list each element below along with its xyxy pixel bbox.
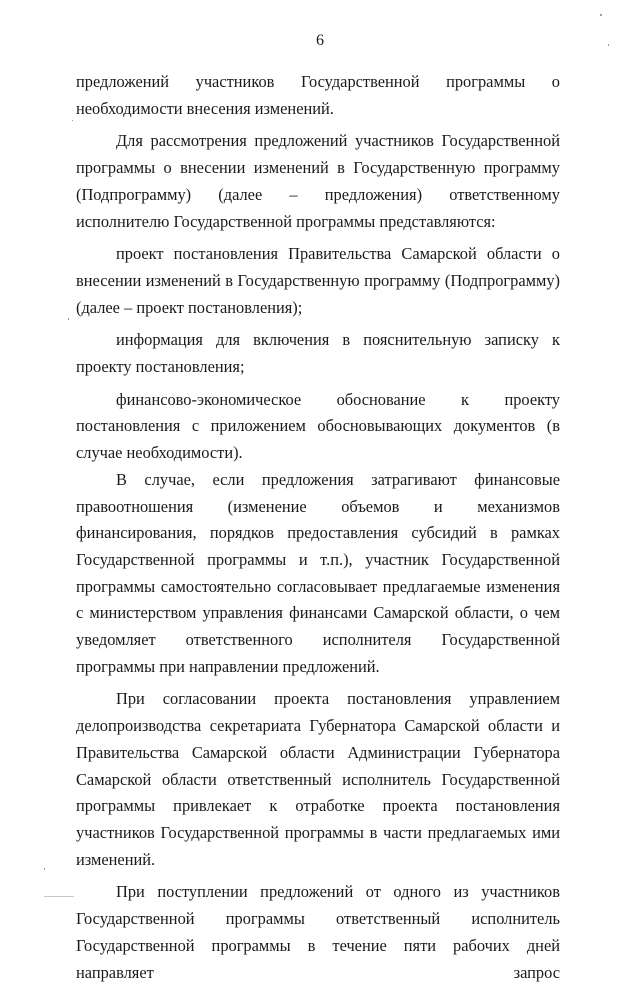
paragraph: проект постановления Правительства Самарской области о внесении изменений в Государственную программу (Подпрограмму) (далее – проект постановления); xyxy=(76,244,560,317)
paragraph: финансово-экономическое обоснование к проекту постановления с приложением обосновывающих документов (в случае необходимости). xyxy=(76,389,560,463)
scan-edge-line xyxy=(44,896,74,897)
scan-speck xyxy=(44,868,45,870)
paragraph: Для рассмотрения предложений участников Государственной программы о внесении изменений в Государственную программу (Подпрограмму) (далее – предложения) ответственному исполнителю Государственной программы представляются: xyxy=(76,131,560,231)
paragraph-continuation: предложений участников Государственной программы о необходимости внесения изменений. xyxy=(76,72,560,118)
body-text xyxy=(76,69,560,986)
page-number: 6 xyxy=(316,32,324,49)
paragraph: информация для включения в пояснительную записку к проекту постановления; xyxy=(76,330,560,377)
scan-speck xyxy=(600,14,602,16)
paragraph: При согласовании проекта постановления управлением делопроизводства секретариата Губернатора Самарской области и Правительства Самарской области Администрации Губернатора Самарской области ответственный исполнитель Государственной программы привлекает к отработке проекта постановления участников Государственной программы в части предлагаемых ими изменений. xyxy=(76,689,560,869)
paragraph: В случае, если предложения затрагивают финансовые правоотношения (изменение объемов и механизмов финансирования, порядков предоставления субсидий в рамках Государственной программы и т.п.), участник Государственной программы самостоятельно согласовывает предлагаемые изменения с министерством управления финансами Самарской области, о чем уведомляет ответственного исполнителя Государственной программы при направлении предложений. xyxy=(76,469,560,676)
scan-speck xyxy=(68,318,69,320)
scan-speck xyxy=(72,120,73,121)
paragraph: При поступлении предложений от одного из участников Государственной программы ответственный исполнитель Государственной программы в течение пяти рабочих дней направляет запрос xyxy=(76,882,560,982)
